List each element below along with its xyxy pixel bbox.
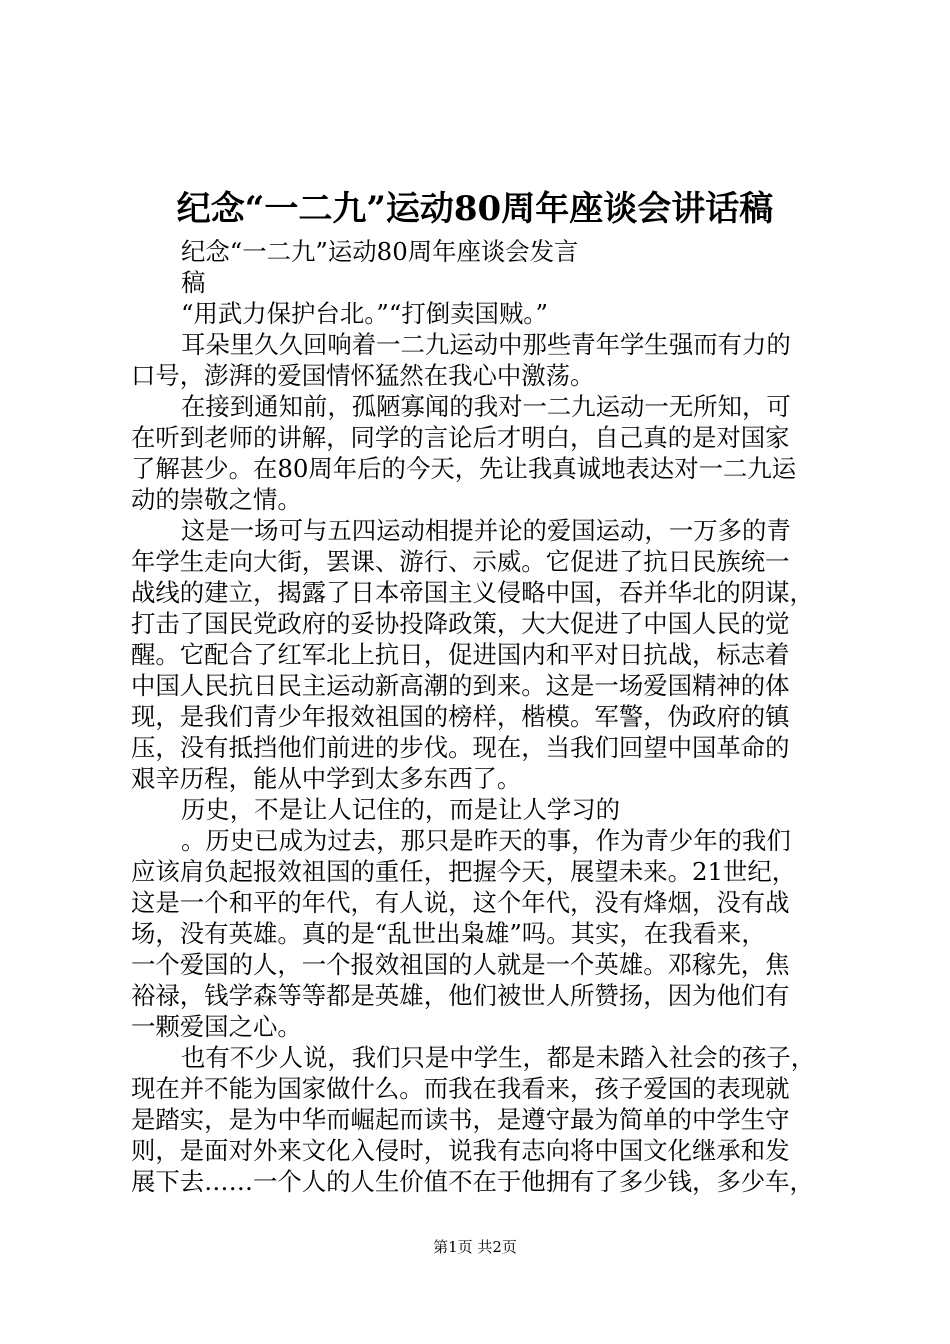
text-line: 年学生走向大街，罢课、游行、示威。它促进了抗日民族统一 [131,547,790,576]
document-body [131,236,831,1197]
text-line: 了解甚少。在80周年后的今天，先让我真诚地表达对一二九运 [131,454,797,483]
text-line: 裕禄，钱学森等等都是英雄，他们被世人所赞扬，因为他们有 [131,981,790,1010]
text-line: 。历史已成为过去，那只是昨天的事，作为青少年的我们 [181,826,791,855]
text-line: 这是一场可与五四运动相提并论的爱国运动，一万多的青 [181,516,791,545]
text-line: 一个爱国的人，一个报效祖国的人就是一个英雄。邓稼先，焦 [131,950,790,979]
text-line: 纪念“一二九”运动80周年座谈会发言 [181,237,579,266]
page-footer: 第1页 共2页 [433,1238,517,1256]
text-line: 压，没有抵挡他们前进的步伐。现在，当我们回望中国革命的 [131,733,790,762]
page-title: 纪念“一二九”运动80周年座谈会讲话稿 [176,189,774,229]
text-line: 稿 [181,268,206,297]
text-line: “用武力保护台北。”“打倒卖国贼。” [181,299,548,328]
text-line: 打击了国民党政府的妥协投降政策，大大促进了中国人民的觉 [131,609,790,638]
text-line: 展下去……一个人的人生价值不在于他拥有了多少钱，多少车， [131,1167,814,1196]
text-line: 艰辛历程，能从中学到太多东西了。 [131,764,522,793]
text-line: 场，没有英雄。真的是“乱世出枭雄”吗。其实，在我看来， [131,919,766,948]
text-line: 则，是面对外来文化入侵时，说我有志向将中国文化继承和发 [131,1136,790,1165]
text-line: 醒。它配合了红军北上抗日，促进国内和平对日抗战，标志着 [131,640,790,669]
text-line: 这是一个和平的年代，有人说，这个年代，没有烽烟，没有战 [131,888,790,917]
text-line: 在接到通知前，孤陋寡闻的我对一二九运动一无所知，可 [181,392,791,421]
text-line: 现在并不能为国家做什么。而我在我看来，孩子爱国的表现就 [131,1074,790,1103]
text-line: 口号，澎湃的爱国情怀猛然在我心中激荡。 [131,361,595,390]
text-line: 是踏实，是为中华而崛起而读书，是遵守最为简单的中学生守 [131,1105,790,1134]
text-line: 在听到老师的讲解，同学的言论后才明白，自己真的是对国家 [131,423,790,452]
text-line: 战线的建立，揭露了日本帝国主义侵略中国，吞并华北的阴谋， [131,578,814,607]
text-line: 耳朵里久久回响着一二九运动中那些青年学生强而有力的 [181,330,791,359]
text-line: 也有不少人说，我们只是中学生，都是未踏入社会的孩子， [181,1043,816,1072]
text-line: 动的崇敬之情。 [131,485,302,514]
text-line: 历史，不是让人记住的，而是让人学习的 [181,795,621,824]
text-line: 应该肩负起报效祖国的重任，把握今天，展望未来。21世纪， [131,857,797,886]
text-line: 中国人民抗日民主运动新高潮的到来。这是一场爱国精神的体 [131,671,790,700]
text-line: 现，是我们青少年报效祖国的榜样，楷模。军警，伪政府的镇 [131,702,790,731]
text-line: 一颗爱国之心。 [131,1012,302,1041]
